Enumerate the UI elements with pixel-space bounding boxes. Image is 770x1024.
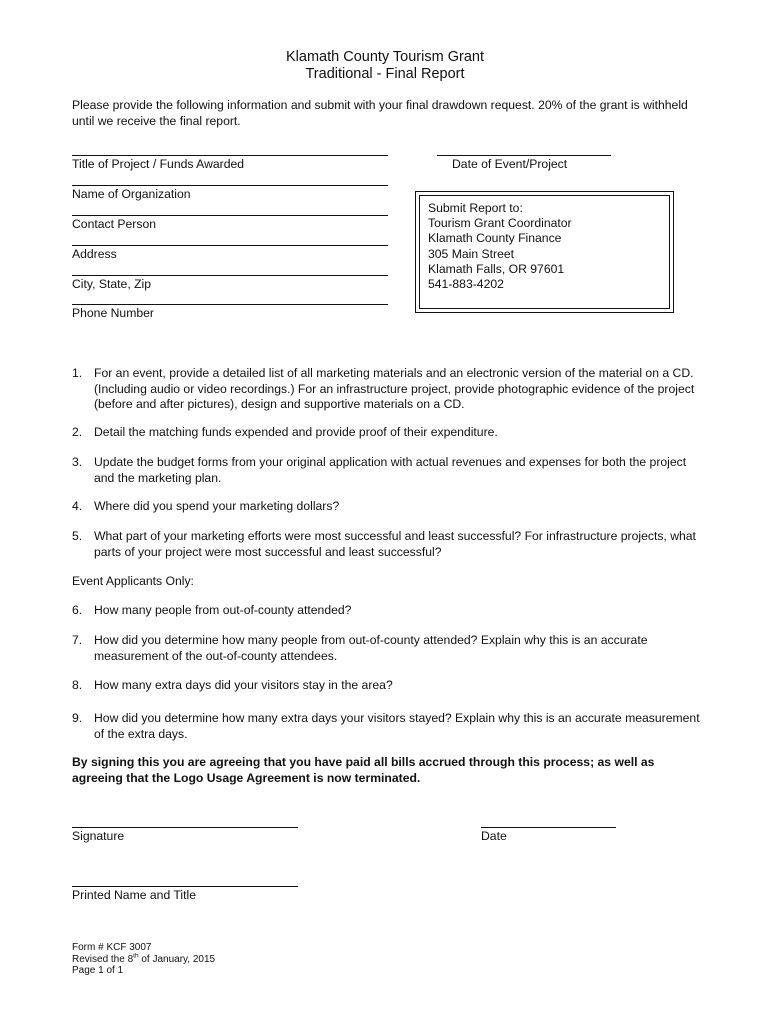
date-label: Date bbox=[481, 829, 507, 843]
submit-report-box bbox=[415, 191, 674, 313]
question-text: Where did you spend your marketing dollars? bbox=[94, 499, 340, 513]
question-item bbox=[72, 603, 702, 619]
agreement-text: By signing this you are agreeing that you have paid all bills accrued through this process; as well as agreeing that the Logo Usage Agreement is now terminated. bbox=[72, 755, 655, 785]
question-number: 4. bbox=[72, 499, 83, 513]
question-text: Update the budget forms from your original application with actual revenues and expenses for both the project and the marketing plan. bbox=[94, 455, 687, 485]
organization-label: Name of Organization bbox=[72, 187, 191, 201]
question-number: 6. bbox=[72, 603, 83, 617]
signature-label: Signature bbox=[72, 829, 125, 843]
question-item bbox=[72, 529, 702, 560]
event-date-line[interactable] bbox=[437, 155, 611, 156]
submit-line: 541-883-4202 bbox=[428, 277, 504, 292]
revised-date: Revised the 8th of January, 2015 bbox=[72, 952, 216, 965]
question-text: How did you determine how many people from out-of-county attended? Explain why this is an accurate measurement of the out-of-county attendees. bbox=[94, 633, 648, 663]
question-number: 2. bbox=[72, 425, 83, 439]
question-number: 1. bbox=[72, 366, 83, 380]
submit-line: Tourism Grant Coordinator bbox=[428, 216, 572, 231]
question-item bbox=[72, 366, 702, 413]
question-number: 5. bbox=[72, 529, 83, 543]
intro-text: Please provide the following information and submit with your final drawdown request. 20% of the grant is withheld until we receive the final report. bbox=[72, 98, 688, 128]
project-line[interactable] bbox=[72, 155, 388, 156]
form-subtitle: Traditional - Final Report bbox=[305, 66, 465, 82]
question-item bbox=[72, 678, 702, 694]
submit-line: Klamath County Finance bbox=[428, 231, 562, 246]
signature-line[interactable] bbox=[72, 827, 298, 828]
page-number: Page 1 of 1 bbox=[72, 965, 124, 976]
event-applicants-heading: Event Applicants Only: bbox=[72, 574, 194, 588]
city-line[interactable] bbox=[72, 275, 388, 276]
question-item bbox=[72, 633, 702, 664]
question-number: 7. bbox=[72, 633, 83, 647]
question-item bbox=[72, 499, 702, 515]
question-number: 8. bbox=[72, 678, 83, 692]
question-item bbox=[72, 711, 702, 742]
question-item bbox=[72, 425, 702, 441]
phone-label: Phone Number bbox=[72, 306, 154, 320]
phone-line[interactable] bbox=[72, 304, 388, 305]
question-text: Detail the matching funds expended and provide proof of their expenditure. bbox=[94, 425, 498, 439]
contact-line[interactable] bbox=[72, 215, 388, 216]
contact-label: Contact Person bbox=[72, 217, 157, 231]
organization-line[interactable] bbox=[72, 185, 388, 186]
form-number: Form # KCF 3007 bbox=[72, 942, 152, 953]
printed-name-label: Printed Name and Title bbox=[72, 888, 196, 902]
submit-line: Klamath Falls, OR 97601 bbox=[428, 261, 565, 276]
address-line[interactable] bbox=[72, 245, 388, 246]
city-label: City, State, Zip bbox=[72, 277, 152, 291]
event-date-label: Date of Event/Project bbox=[452, 157, 568, 171]
project-label: Title of Project / Funds Awarded bbox=[72, 157, 245, 171]
submit-line: Submit Report to: bbox=[428, 201, 523, 215]
question-item bbox=[72, 455, 702, 486]
question-number: 9. bbox=[72, 711, 83, 725]
question-text: How many extra days did your visitors stay in the area? bbox=[94, 678, 393, 692]
address-label: Address bbox=[72, 247, 117, 261]
printed-name-line[interactable] bbox=[72, 886, 298, 887]
question-text: How did you determine how many extra days your visitors stayed? Explain why this is an accurate measurement of the extra days. bbox=[94, 711, 700, 741]
question-text: How many people from out-of-county attended? bbox=[94, 603, 352, 617]
question-text: For an event, provide a detailed list of all marketing materials and an electronic version of the material on a CD. (Including audio or video recordings.) For an infrastructure project, provide photographic evidence of the project (before and after pictures), design and supportive materials on a CD. bbox=[94, 366, 695, 412]
form-title: Klamath County Tourism Grant bbox=[286, 49, 484, 65]
question-number: 3. bbox=[72, 455, 83, 469]
footer bbox=[72, 942, 215, 977]
question-text: What part of your marketing efforts were most successful and least successful? For infrastructure projects, what parts of your project were most successful and least successful? bbox=[94, 529, 696, 559]
date-line[interactable] bbox=[481, 827, 616, 828]
submit-line: 305 Main Street bbox=[428, 246, 515, 261]
